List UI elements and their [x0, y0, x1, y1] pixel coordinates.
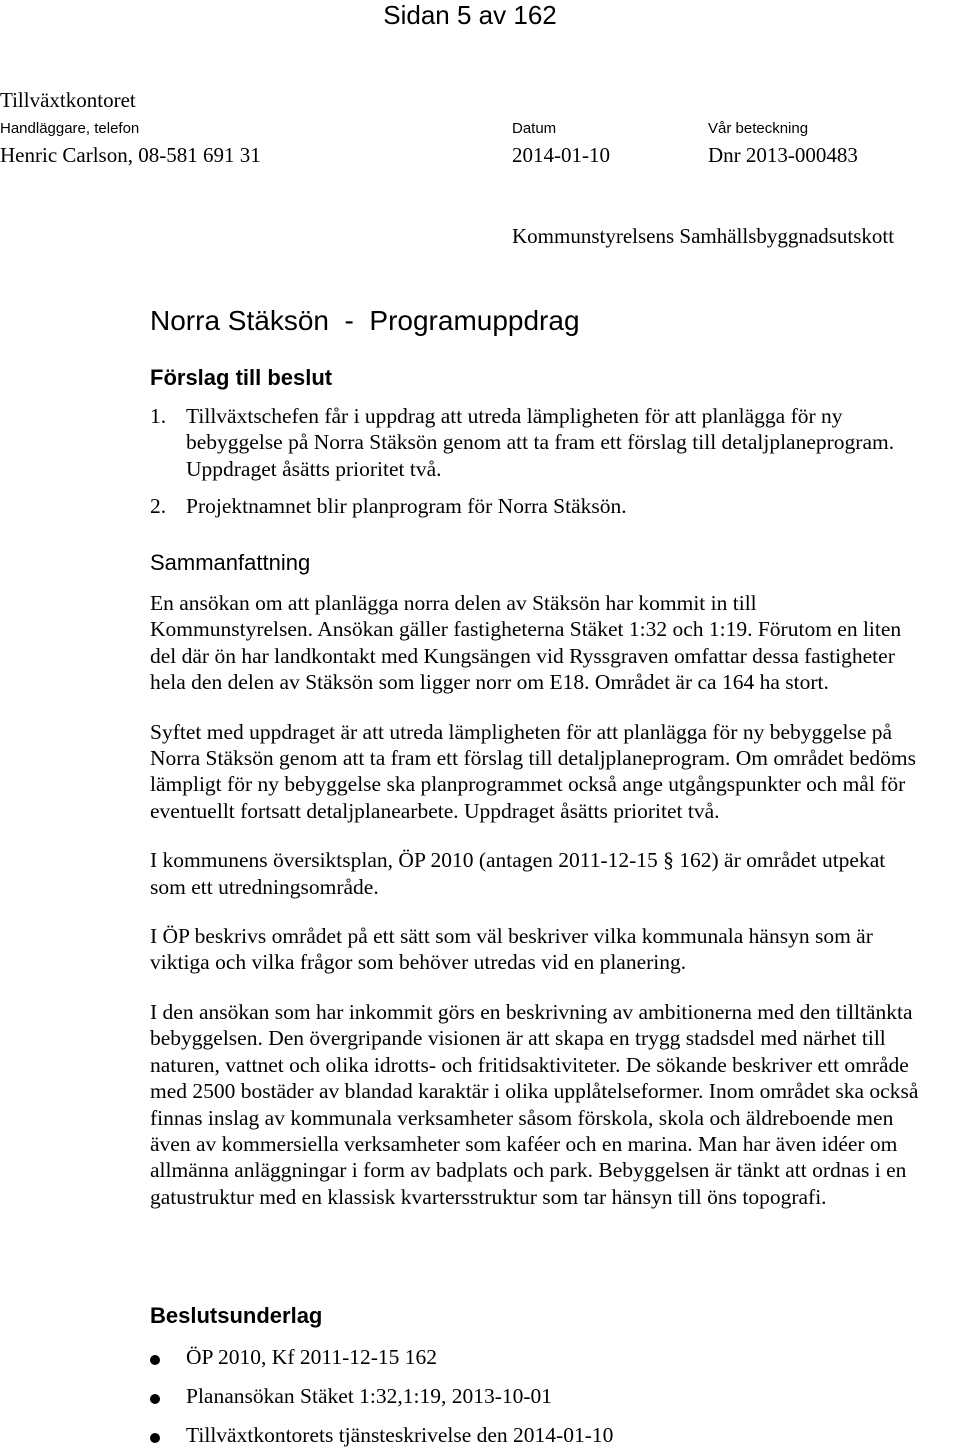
reference-value: Dnr 2013-000483 [708, 143, 858, 167]
proposal-item [150, 403, 906, 482]
bullet-icon [150, 1433, 160, 1443]
summary-paragraph: I ÖP beskrivs området på ett sätt som väl beskriver vilka kommunala hänsyn som är viktiga och vilka frågor som behöver utredas vid en planering. [150, 924, 873, 975]
handler-label: Handläggare, telefon [0, 120, 140, 137]
date-value: 2014-01-10 [512, 143, 610, 167]
reference-label: Vår beteckning [708, 120, 809, 137]
page-number: Sidan 5 av 162 [383, 0, 557, 30]
basis-item-text: ÖP 2010, Kf 2011-12-15 162 [186, 1345, 438, 1369]
proposal-item [150, 493, 906, 519]
proposal-item-text: Projektnamnet blir planprogram för Norra Stäksön. [186, 494, 627, 519]
summary-paragraph: En ansökan om att planlägga norra delen av Stäksön har kommit in till Kommunstyrelsen. Ansökan gäller fastigheterna Stäket 1:32 och 1:19. Förutom en liten del där ön har landkontakt med Kungsängen vid Ryssgraven omfattar dessa fastigheter hela den delen av Stäksön som ligger norr om E18. Området är ca 164 ha stort. [150, 591, 902, 695]
summary-body [150, 590, 920, 1230]
proposal-item-number: 2. [150, 494, 167, 519]
proposal-item-number: 1. [150, 404, 167, 428]
proposal-list [150, 403, 906, 520]
summary-paragraph: I kommunens översiktsplan, ÖP 2010 (antagen 2011-12-15 § 162) är området utpekat som ett utredningsområde. [150, 848, 886, 899]
organization-name: Tillväxtkontoret [0, 88, 136, 112]
basis-item-text: Planansökan Stäket 1:32,1:19, 2013-10-01 [186, 1384, 553, 1408]
date-label: Datum [512, 120, 557, 137]
basis-heading: Beslutsunderlag [150, 1303, 323, 1328]
document-title: Norra Stäksön - Programuppdrag [150, 305, 580, 336]
proposal-heading: Förslag till beslut [150, 365, 333, 390]
bullet-icon [150, 1355, 160, 1365]
basis-item-text: Tillväxtkontorets tjänsteskrivelse den 2014-01-10 [186, 1423, 614, 1447]
summary-heading: Sammanfattning [150, 550, 311, 575]
handler-value: Henric Carlson, 08-581 691 31 [0, 143, 261, 167]
summary-paragraph: Syftet med uppdraget är att utreda lämpligheten för att planlägga för ny bebyggelse på Norra Stäksön genom att ta fram ett förslag till detaljplaneprogram. Om området bedöms lämpligt för ny bebyggelse ska planprogrammet också ange utgångspunkter och mål för eventuellt fortsatt detaljplanearbete. Uppdraget åsätts prioritet två. [150, 719, 917, 823]
recipient: Kommunstyrelsens Samhällsbyggnadsutskott [512, 224, 895, 248]
bullet-icon [150, 1394, 160, 1404]
proposal-item-text: Tillväxtschefen får i uppdrag att utreda lämpligheten för att planlägga för ny bebyggelse på Norra Stäksön genom att ta fram ett förslag till detaljplaneprogram. Uppdraget åsätts prioritet två. [186, 404, 895, 481]
summary-paragraph: I den ansökan som har inkommit görs en beskrivning av ambitionerna med den tilltänkta bebyggelsen. Den övergripande visionen är att skapa en trygg stadsdel med närhet till naturen, vattnet och olika idrotts- och fritidsaktiviteter. De sökande beskriver ett område med 2500 bostäder av blandad karaktär i olika upplåtelseformer. Inom området ska också finnas inslag av kommunala verksamheter såsom förskola, skola och äldreboende men även av kommersiella verksamheter som kaféer och en marina. Man har även idéer om allmänna anläggningar i form av badplats och park. Bebyggelsen är tänkt att ordnas i en gatustruktur med en klassisk kvartersstruktur som tar hänsyn till öns topografi. [150, 999, 919, 1209]
